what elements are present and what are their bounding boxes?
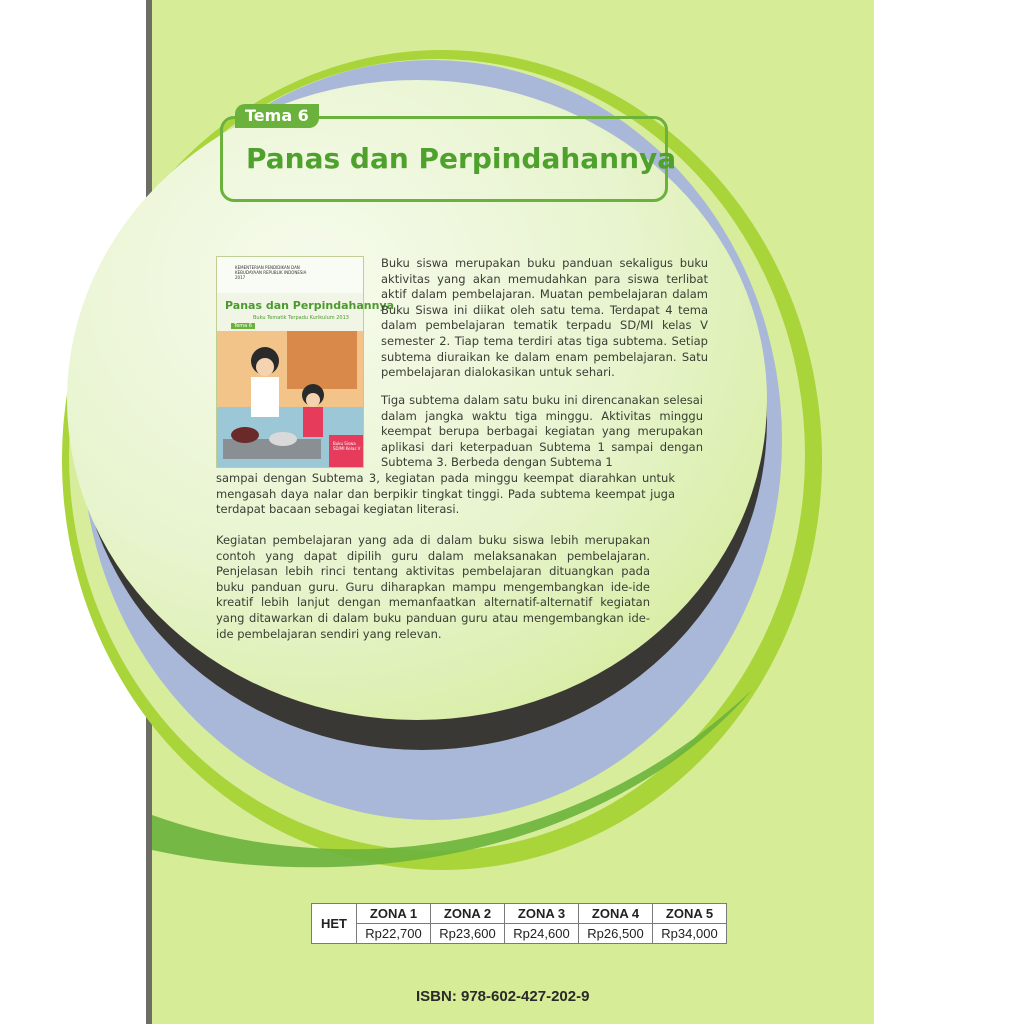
page-title: Panas dan Perpindahannya [246,142,677,175]
zone-price: Rp22,700 [357,924,431,944]
price-table-price-row [312,924,727,944]
zone-header: ZONA 4 [579,904,653,924]
isbn-label: ISBN: 978-602-427-202-9 [416,988,590,1005]
het-label: HET [312,904,357,944]
thumbnail-illustration [217,257,363,467]
description-paragraph-1: Buku siswa merupakan buku panduan sekaligus buku aktivitas yang akan memudahkan para siswa terlibat aktif dalam pembelajaran. Muatan pembelajaran dalam Buku Siswa ini diikat oleh satu tema. Terdapat 4 tema dalam pembelajaran tematik terpadu SD/MI kelas V semester 2. Tiap tema terdiri atas tiga subtema. Setiap subtema diuraikan ke dalam enam pembelajaran. Satu pembelajaran dialokasikan untuk sehari. [381,256,708,380]
description-paragraph-2-bottom: sampai dengan Subtema 3, kegiatan pada minggu keempat diarahkan untuk mengasah daya nalar dan berpikir tingkat tinggi. Pada subtema keempat juga terdapat bacaan sebagai kegiatan literasi. [216,471,675,517]
zone-header: ZONA 3 [505,904,579,924]
zone-header: ZONA 5 [653,904,727,924]
zone-header: ZONA 1 [357,904,431,924]
zone-price: Rp23,600 [431,924,505,944]
zone-price: Rp34,000 [653,924,727,944]
theme-label: Tema 6 [235,104,319,128]
thumbnail-subtitle: Buku Tematik Terpadu Kurikulum 2013 [253,315,349,321]
book-cover-thumbnail [216,256,395,468]
thumbnail-title: Panas dan Perpindahannya [225,299,395,312]
zone-price: Rp26,500 [579,924,653,944]
thumbnail-org: KEMENTERIAN PENDIDIKAN DAN KEBUDAYAAN REPUBLIK INDONESIA 2017 [235,265,307,280]
zone-price: Rp24,600 [505,924,579,944]
description-paragraph-2-top: Tiga subtema dalam satu buku ini direncanakan selesai dalam jangka waktu tiga minggu. Aktivitas minggu keempat berupa berbagai kegiatan yang merupakan aplikasi dari keterpaduan Subtema 1 sampai dengan Subtema 3. Berbeda dengan Subtema 1 [381,393,703,470]
thumbnail-theme: Tema 6 [231,323,255,329]
price-table-header-row [312,904,727,924]
thumbnail-badge: Buku Siswa SD/MI Kelas V [333,441,361,451]
page-right-margin [874,0,1024,1024]
zone-header: ZONA 2 [431,904,505,924]
description-paragraph-3: Kegiatan pembelajaran yang ada di dalam buku siswa lebih merupakan contoh yang dapat dipilih guru dalam melaksanakan pembelajaran. Penjelasan lebih rinci tentang aktivitas pembelajaran dituangkan pada buku panduan guru. Guru diharapkan mampu mengembangkan ide-ide kreatif lebih lanjut dengan memanfaatkan alternatif-alternatif kegiatan yang ditawarkan di dalam buku panduan guru atau mengembangkan ide-ide pembelajaran sendiri yang relevan. [216,533,650,641]
price-table [311,903,727,944]
